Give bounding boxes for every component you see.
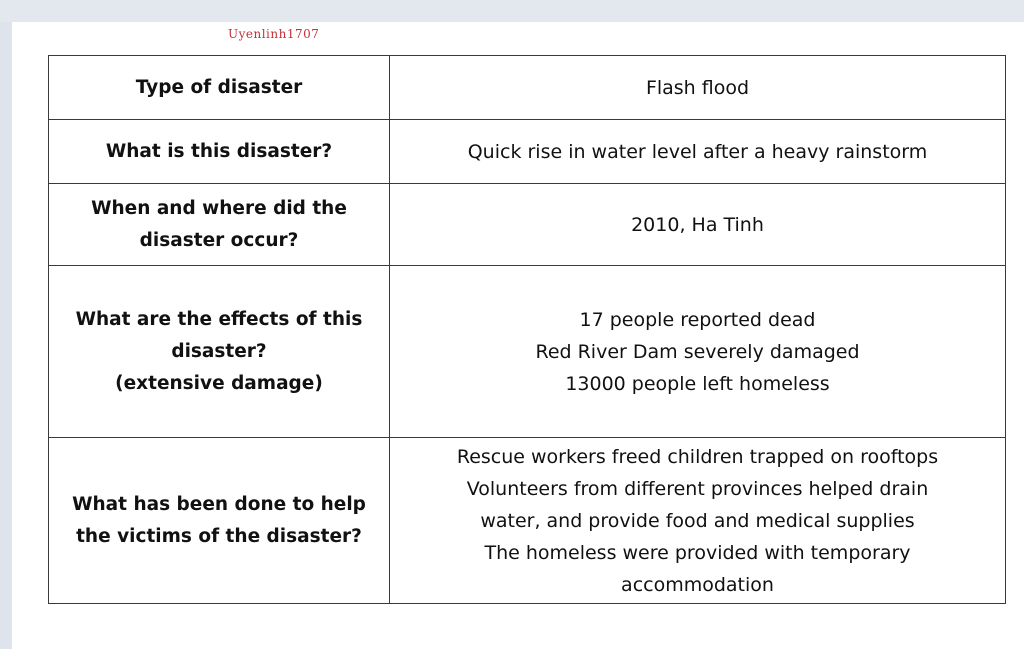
top-toolbar-strip [0,0,1024,22]
watermark-text: Uyenlinh1707 [228,27,320,41]
window-left-edge [0,22,12,649]
row-label-effects: What are the effects of this disaster? (extensive damage) [49,266,390,438]
row-value-effects: 17 people reported dead Red River Dam severely damaged 13000 people left homeless [390,266,1006,438]
row-label-type: Type of disaster [49,56,390,120]
disaster-info-table [48,55,1006,604]
row-value-type: Flash flood [390,56,1006,120]
row-label-when-where: When and where did the disaster occur? [49,184,390,266]
row-label-help: What has been done to help the victims of the disaster? [49,438,390,604]
table-row [49,184,1006,266]
table-row [49,266,1006,438]
table-row [49,120,1006,184]
row-label-what: What is this disaster? [49,120,390,184]
row-value-help: Rescue workers freed children trapped on rooftops Volunteers from different provinces helped drain water, and provide food and medical supplies The homeless were provided with temporary accommodation [390,438,1006,604]
table-row [49,56,1006,120]
table-row [49,438,1006,604]
row-value-when-where: 2010, Ha Tinh [390,184,1006,266]
row-value-what: Quick rise in water level after a heavy rainstorm [390,120,1006,184]
